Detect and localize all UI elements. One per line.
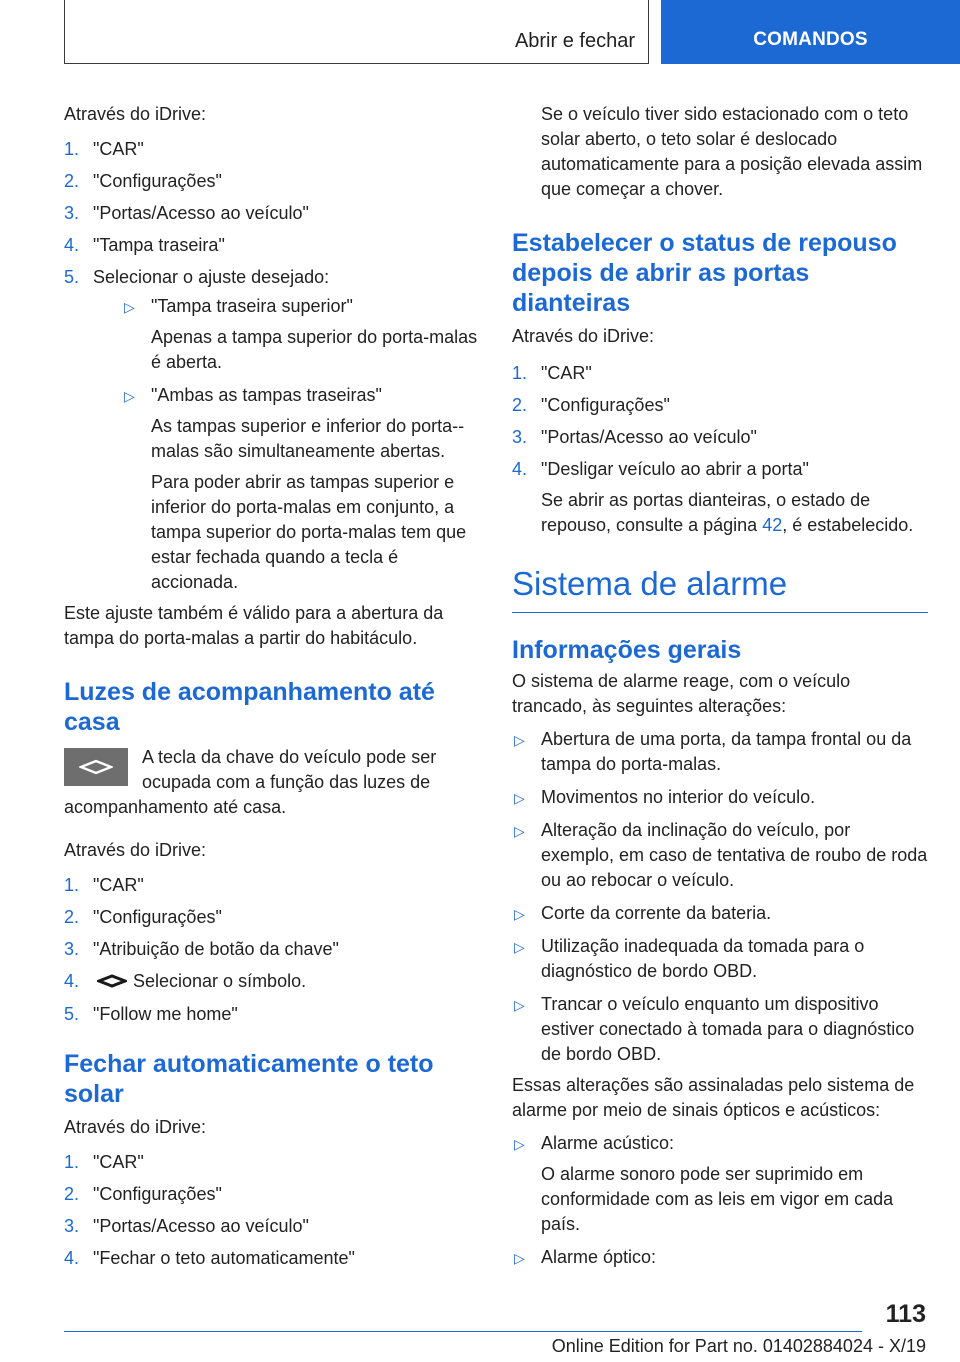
list-item: 5. "Follow me home" (64, 1003, 238, 1024)
heading-rest-state: Estabelecer o status de repouso depois de abrir as portas dianteiras (512, 229, 897, 317)
list-item: 3. "Portas/Acesso ao veículo" (512, 427, 757, 447)
sunroof-text: Se o veículo tiver sido estacionado com o teto solar aberto, o teto solar é deslocado automaticamente para a posição elevada assim que começar a chover. (541, 104, 923, 199)
list-item: 2. "Configurações" (64, 907, 222, 927)
list-item: 1. "CAR" (64, 875, 144, 895)
list-item: 2. "Configurações" (64, 1183, 222, 1204)
list-item: 4. "Tampa traseira" (64, 235, 225, 255)
list-item: ▷ Movimentos no interior do veículo. (512, 785, 928, 810)
list-item: ▷ Utilização inadequada da tomada para o diagnóstico de bordo OBD. (514, 936, 865, 981)
triangle-bullet-icon: ▷ (514, 1136, 525, 1152)
list-item: 5. Selecionar o ajuste desejado: ▷ "Tampa traseira superior" Apenas a tampa superior do porta-malas é aberta. ▷ "Ambas as tampas traseiras" As tampas superior e inferior do porta--malas são simultaneamente abertas. Para poder abrir as tampas superior e inferior do porta-malas em conjunto, a tampa superior do porta-malas tem que estar fechada quando a tecla é accionada. (64, 265, 478, 595)
triangle-bullet-icon: ▷ (514, 939, 525, 955)
triangle-bullet-icon: ▷ (514, 823, 525, 839)
alarm-intro: O sistema de alarme reage, com o veículo trancado, às seguintes alterações: (512, 671, 851, 716)
list-item: ▷ Alteração da inclinação do veículo, por exemplo, em caso de tentativa de roubo de roda ou ao rebocar o veículo. (514, 820, 928, 890)
steps-list-rest-state (512, 361, 928, 538)
signal-intro: Essas alterações são assinaladas pelo sistema de alarme por meio de sinais ópticos e acústicos: (512, 1075, 915, 1120)
list-item: ▷ "Tampa traseira superior" Apenas a tampa superior do porta-malas é aberta. (124, 296, 478, 372)
list-item: 1. "CAR" (64, 1151, 144, 1172)
list-item: 3. "Atribuição de botão da chave" (64, 939, 339, 959)
list-item: 1. "CAR" (512, 363, 592, 383)
footer-edition: Online Edition for Part no. 01402884024 - X/19 (551, 1336, 926, 1356)
triangle-bullet-icon: ▷ (514, 997, 525, 1013)
list-item: 1. "CAR" (64, 139, 144, 159)
chapter-tab: COMANDOS (661, 0, 960, 64)
list-item: 3. "Portas/Acesso ao veículo" (64, 1215, 309, 1236)
triangle-bullet-icon: ▷ (514, 790, 525, 806)
heading-follow-me-home: Luzes de acompanhamento até casa (64, 678, 435, 736)
list-item: ▷ Alarme acústico: O alarme sonoro pode ser suprimido em conformidade com as leis em vigor em cada país. (514, 1133, 894, 1234)
right-column (512, 102, 928, 1278)
signal-list (512, 1131, 928, 1270)
footer-divider (64, 1331, 862, 1332)
section-title: Abrir e fechar (514, 30, 635, 52)
triangle-bullet-icon: ▷ (124, 299, 135, 315)
idrive-intro: Através do iDrive: (64, 840, 207, 860)
alarm-triggers-list (512, 727, 928, 1067)
heading-general-info: Informações gerais (512, 636, 742, 664)
idrive-intro: Através do iDrive: (64, 104, 207, 124)
triangle-bullet-icon: ▷ (514, 732, 525, 748)
triangle-bullet-icon: ▷ (124, 388, 135, 404)
list-item: 4. Selecionar o símbolo. (64, 969, 478, 995)
page-number: 113 (885, 1300, 926, 1328)
triangle-bullet-icon: ▷ (514, 1250, 525, 1266)
steps-list-follow-me-home (64, 873, 478, 1027)
page-link[interactable]: 42 (762, 515, 783, 535)
list-item: 4. "Fechar o teto automaticamente" (64, 1247, 355, 1268)
idrive-intro: Através do iDrive: (512, 326, 655, 346)
heading-close-sunroof: Fechar automaticamente o teto solar (64, 1049, 434, 1108)
left-column (64, 102, 478, 1278)
idrive-intro: Através do iDrive: (64, 1116, 207, 1137)
list-item: ▷ "Ambas as tampas traseiras" As tampas superior e inferior do porta--malas são simultaneamente abertas. Para poder abrir as tampas superior e inferior do porta-malas em conjunto, a tampa superior do porta-malas tem que estar fechada quando a tecla é accionada. (124, 385, 467, 592)
follow-me-home-icon (97, 970, 127, 995)
heading-alarm-system: Sistema de alarme (512, 564, 928, 613)
follow-me-home-paragraph: A tecla da chave do veículo pode ser ocupada com a função das luzes de acompanhamento até casa. (64, 747, 437, 817)
list-item: 2. "Configurações" (64, 171, 222, 191)
list-item: ▷ Trancar o veículo enquanto um dispositivo estiver conectado à tomada para o diagnóstico de bordo OBD. (514, 994, 915, 1064)
list-item: 4. "Desligar veículo ao abrir a porta" Se abrir as portas dianteiras, o estado de repouso, consulte a página 42, é estabelecido. (512, 457, 928, 538)
list-item: ▷ Corte da corrente da bateria. (512, 901, 928, 926)
follow-me-home-icon (64, 748, 128, 786)
tailgate-options (122, 294, 478, 595)
list-item: 3. "Portas/Acesso ao veículo" (64, 203, 309, 223)
list-item: ▷ Alarme óptico: (512, 1245, 928, 1270)
list-item: ▷ Abertura de uma porta, da tampa frontal ou da tampa do porta-malas. (514, 729, 912, 774)
steps-list-sunroof (64, 1150, 478, 1271)
note-text: Este ajuste também é válido para a abertura da tampa do porta-malas a partir do habitáculo. (64, 603, 444, 648)
triangle-bullet-icon: ▷ (514, 906, 525, 922)
list-item: 2. "Configurações" (512, 395, 670, 415)
steps-list-tailgate (64, 137, 478, 595)
rest-state-desc: Se abrir as portas dianteiras, o estado de repouso, consulte a página 42, é estabelecido. (541, 490, 914, 535)
